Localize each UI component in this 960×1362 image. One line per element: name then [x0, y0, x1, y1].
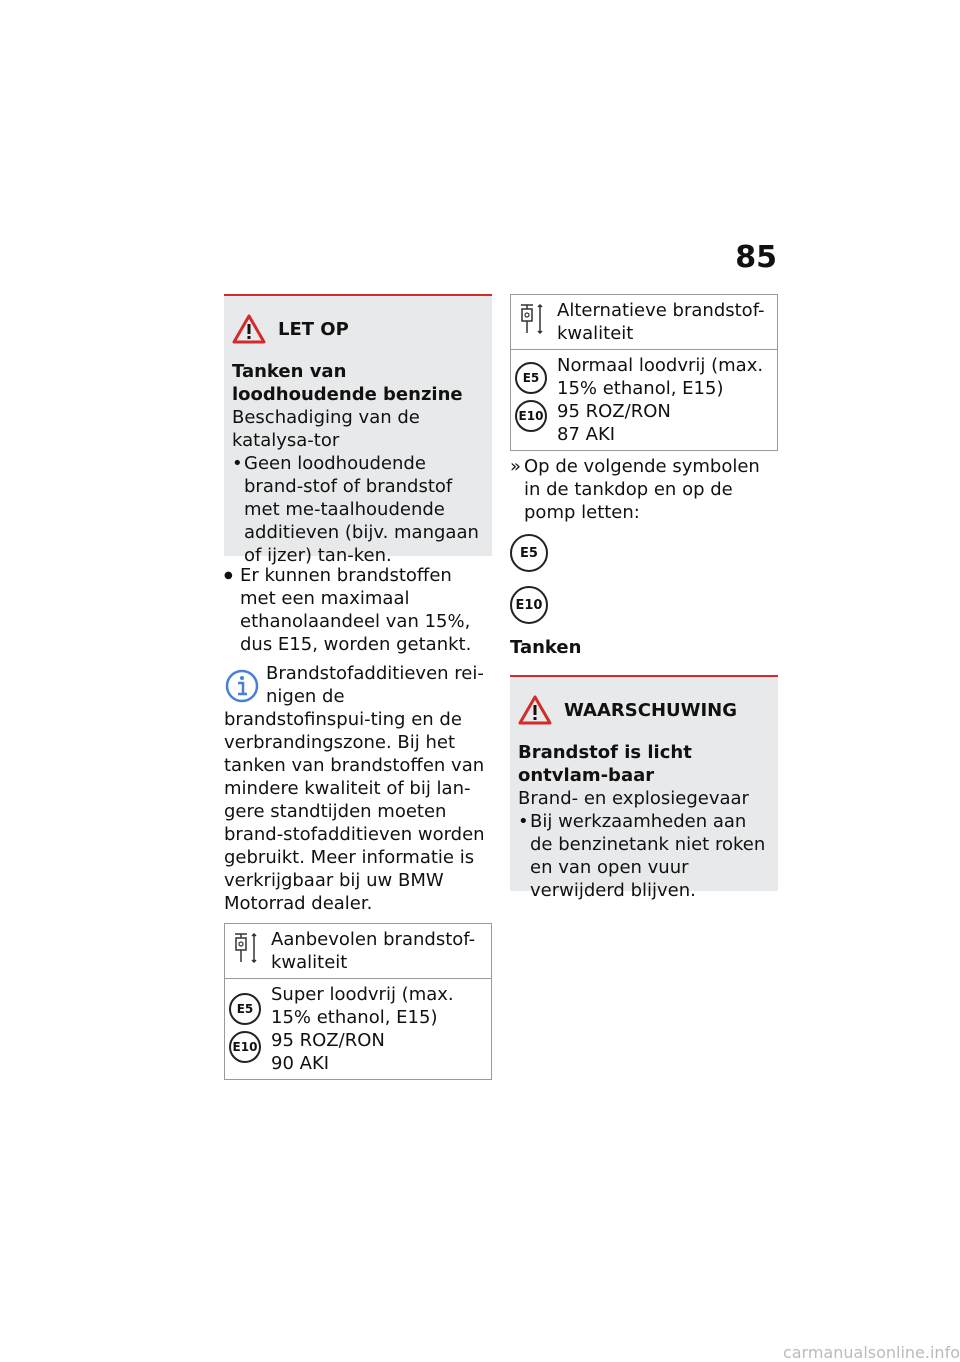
table-value-cell — [265, 979, 492, 1080]
caution-subtitle: Beschadiging van de katalysa-tor — [232, 407, 420, 451]
fuel-line-2: 15% ethanol, E15) — [271, 1007, 438, 1028]
fuel-line-1: Normaal loodvrij (max. — [557, 355, 764, 376]
caution-box — [224, 294, 492, 566]
info-icon — [224, 668, 260, 704]
fuel-line-4: 90 AKI — [271, 1053, 330, 1074]
warning-box — [510, 675, 778, 901]
fuel-line-2: 15% ethanol, E15) — [557, 378, 724, 399]
e10-symbol: E10 — [510, 586, 548, 624]
symbol-instruction: » Op de volgende symbolen in de tankdop en op de pomp letten: — [510, 455, 778, 524]
caution-title: Tanken van loodhoudende benzine — [232, 361, 463, 405]
caution-bullet: • Geen loodhoudende brand-stof of brandstof met me-taalhoudende additieven (bijv. mangaan of ijzer) tan-ken. — [232, 452, 484, 567]
info-block — [224, 662, 492, 915]
ethanol-bullet: ● Er kunnen brandstoffen met een maximaal ethanolaandeel van 15%, dus E15, worden getankt. — [224, 564, 492, 656]
fuel-line-1: Super loodvrij (max. — [271, 984, 454, 1005]
page-number: 85 — [735, 240, 777, 275]
fuel-pump-icon — [232, 930, 258, 966]
table-header-cell: Alternatieve brandstof-kwaliteit — [551, 295, 778, 350]
warning-triangle-icon — [232, 314, 266, 344]
caution-header — [232, 314, 484, 344]
warning-triangle-icon — [518, 695, 552, 725]
table-header-cell: Aanbevolen brandstof-kwaliteit — [265, 924, 492, 979]
warning-bullet: • Bij werkzaamheden aan de benzinetank niet roken en van open vuur verwijderd blijven. — [518, 810, 770, 902]
alternative-fuel-table — [510, 294, 778, 451]
fuel-line-3: 95 ROZ/RON — [271, 1030, 385, 1051]
fuel-line-4: 87 AKI — [557, 424, 616, 445]
info-text: Brandstofadditieven rei-nigen de brandstofinspui-ting en de verbrandingszone. Bij het tanken van brandstoffen van mindere kwaliteit of bij lan-gere standtijden moeten brand-stofadditieven worden gebruikt. Meer informatie is verkrijgbaar bij uw BMW Motorrad dealer. — [224, 663, 485, 914]
warning-label: WAARSCHUWING — [564, 699, 738, 721]
table-value-cell — [551, 350, 778, 451]
e5-symbol: E5 — [510, 534, 548, 572]
e5-badge: E5 — [515, 362, 547, 394]
recommended-fuel-table — [224, 923, 492, 1080]
left-column — [224, 294, 492, 1080]
fuel-line-3: 95 ROZ/RON — [557, 401, 671, 422]
e10-badge: E10 — [515, 400, 547, 432]
e5-badge: E5 — [229, 993, 261, 1025]
caution-label: LET OP — [278, 318, 349, 340]
e10-badge: E10 — [229, 1031, 261, 1063]
fuel-pump-icon — [518, 301, 544, 337]
warning-subtitle: Brand- en explosiegevaar — [518, 788, 749, 809]
warning-title: Brandstof is licht ontvlam-baar — [518, 742, 692, 786]
section-title: Tanken — [510, 637, 582, 658]
right-column — [510, 294, 778, 901]
warning-header — [518, 695, 770, 725]
watermark: carmanualsonline.info — [782, 1343, 960, 1362]
